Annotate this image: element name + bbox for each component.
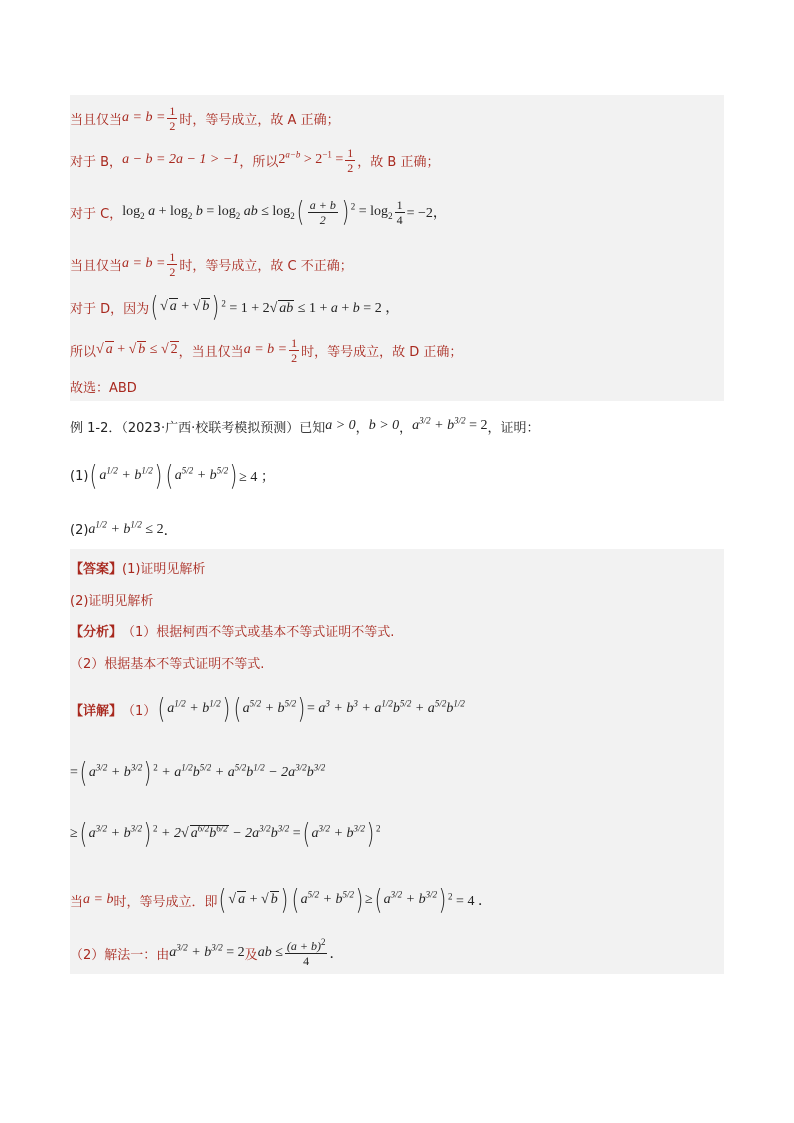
formula: $a^{3/2} + b^{3/2}$ [88, 762, 143, 780]
formula: a = b = [122, 256, 166, 271]
example-statement [70, 410, 724, 442]
formula: $^2$ + 2√ $a^{6/2}b^{6/2} - 2a^{3/2}b^{3/2}$ = [153, 823, 301, 841]
formula: $a^{3/2} + b^{3/2} = 2$ [169, 942, 245, 960]
fraction: $\frac{a + b}{2}$ [309, 197, 336, 227]
formula: √ a + √ b ≤ √ 2 [96, 342, 178, 357]
paren-close: ) [366, 817, 375, 850]
fraction: $\frac{1}{2}$ [291, 335, 298, 365]
formula: = $a^3 + b^3 + a^{1/2}b^{5/2} + a^{5/2}b^{1/2}$ [307, 698, 465, 716]
text: (2)证明见解析 [70, 593, 154, 609]
text: 时，等号成立．即 [113, 894, 218, 910]
paren-close: ) [143, 817, 152, 850]
formula: $a^{3/2} + b^{3/2}$ [88, 823, 143, 841]
text: 时，等号成立，故 C 不正确； [179, 258, 353, 274]
solution-line-3 [70, 188, 724, 236]
fraction: $\frac{1}{4}$ [396, 197, 403, 227]
text: 及 [244, 947, 258, 963]
formula: a = b = [122, 110, 166, 125]
formula: ab ≤ [257, 945, 283, 960]
paren-close: ) [143, 756, 152, 789]
text: 对于 C， [70, 206, 123, 222]
formula: $2^{a-b} > 2^{-1}$ = [278, 149, 344, 167]
paren-open: ( [233, 692, 241, 725]
text: (1)证明见解析 [122, 561, 206, 577]
paren-close: ) [438, 883, 447, 916]
paren-close: ) [229, 459, 238, 492]
paren-close: ) [222, 692, 231, 725]
paren-open: ( [219, 883, 227, 916]
text: （2）解法一：由 [70, 947, 170, 963]
formula: $a^{5/2} + b^{5/2}$ [174, 465, 229, 483]
paren-open: ( [291, 883, 299, 916]
answer-tag: 【答案】 [70, 561, 123, 577]
text: ，故 B 正确； [357, 154, 440, 170]
detail-line-4 [70, 878, 724, 922]
paren-close: ) [341, 195, 350, 228]
paren-close: ) [280, 883, 288, 916]
analysis-tag: 【分析】 [70, 624, 123, 640]
formula: a − b = 2a − 1 > −1 [122, 152, 240, 167]
text: 对于 B， [70, 154, 123, 170]
detail-line-2 [70, 752, 724, 794]
formula: b > 0 [368, 418, 400, 433]
formula: $a^{1/2} + b^{1/2}$ [99, 465, 153, 483]
formula: $a^{1/2} + b^{1/2}$ [167, 698, 221, 716]
text: （1） [122, 703, 157, 719]
answer-line-1 [70, 555, 724, 579]
solution-line-6 [70, 332, 724, 368]
text: 所以 [70, 344, 97, 360]
paren-open: ( [150, 290, 159, 323]
detail-line-5 [70, 934, 724, 972]
text: 时，等号成立，故 A 正确； [179, 112, 340, 128]
paren-open: ( [79, 756, 88, 789]
paren-close: ) [355, 883, 364, 916]
text: （1）根据柯西不等式或基本不等式证明不等式. [122, 624, 395, 640]
text: 时，等号成立，故 D 正确； [301, 344, 463, 360]
text: ， [355, 420, 369, 436]
period: ． [329, 947, 344, 962]
formula: $a^{3/2} + b^{3/2}$ [311, 823, 366, 841]
paren-open: ( [374, 883, 382, 916]
formula: $^2 = \log_2$ [350, 201, 393, 221]
text: ，当且仅当 [178, 344, 244, 360]
paren-close: ) [154, 459, 163, 492]
formula: $a^{5/2} + b^{5/2}$ [242, 698, 297, 716]
fraction: $\frac{1}{2}$ [169, 249, 176, 279]
fraction: $\frac{1}{2}$ [347, 145, 354, 175]
formula: a = b = [243, 342, 288, 357]
period: ． [163, 524, 178, 539]
paren-open: ( [157, 692, 166, 725]
formula: $^2 + a^{1/2}b^{5/2} + a^{5/2}b^{1/2} - 2a^{3/2}b^{3/2}$ [153, 762, 326, 780]
detail-line-3 [70, 812, 724, 856]
detail-tag: 【详解】 [70, 703, 123, 719]
solution-line-7 [70, 374, 724, 398]
analysis-line-2 [70, 650, 724, 674]
formula: ≥ [70, 826, 78, 841]
paren-open: ( [165, 459, 174, 492]
solution-line-5 [70, 290, 724, 324]
formula: a = b [83, 892, 114, 907]
example-part-2 [70, 515, 724, 545]
paren-open: ( [296, 195, 305, 228]
fraction: $\frac{(a + b)^2}{4}$ [286, 936, 326, 968]
text: 例 1-2．（2023·广西·校联考模拟预测）已知 [70, 420, 326, 436]
formula: ≥ 4 ； [239, 470, 275, 485]
formula: = −2， [406, 206, 447, 221]
formula: = [70, 765, 78, 780]
fraction: $\frac{1}{2}$ [169, 103, 176, 133]
paren-open: ( [90, 459, 98, 492]
formula: ≥ [365, 892, 373, 907]
text: ，证明： [487, 420, 540, 436]
solution-line-4 [70, 246, 724, 282]
formula: 2 [375, 823, 381, 834]
formula: √ a + √ b [160, 299, 210, 314]
part-tag: (2) [70, 522, 89, 538]
formula: $a^{3/2} + b^{3/2} = 2$ [412, 415, 488, 433]
solution-line-1 [70, 100, 724, 136]
detail-line-1 [70, 688, 724, 730]
text: ，所以 [239, 154, 279, 170]
example-part-1 [70, 455, 724, 497]
formula: $a^{5/2} + b^{5/2}$ [300, 889, 355, 907]
formula: $^2$ = 1 + 2√ ab ≤ 1 + a + b = 2 ， [221, 298, 400, 316]
part-tag: (1) [70, 468, 89, 484]
choice-answer: 故选：ABD [70, 380, 137, 396]
answer-line-2 [70, 587, 724, 611]
paren-close: ) [297, 692, 306, 725]
formula: √ a + √ b [228, 892, 278, 907]
formula: $\log_2 a + \log_2 b = \log_2$ ab ≤ $\log_2$ [122, 204, 295, 221]
text: 当 [70, 894, 84, 910]
analysis-line-1 [70, 618, 724, 642]
formula: $^2$ = 4 ． [448, 891, 492, 909]
paren-open: ( [302, 817, 310, 850]
paren-open: ( [79, 817, 87, 850]
paren-close: ) [212, 290, 220, 323]
text: （2）根据基本不等式证明不等式. [70, 656, 265, 672]
formula: a > 0 [325, 418, 356, 433]
text: 对于 D，因为 [70, 301, 150, 317]
solution-line-2 [70, 142, 724, 178]
text: ， [399, 420, 413, 436]
text: 当且仅当 [70, 258, 123, 274]
formula: $a^{1/2} + b^{1/2} \le 2$ [88, 519, 164, 537]
text: 当且仅当 [70, 112, 123, 128]
formula: $a^{3/2} + b^{3/2}$ [383, 889, 438, 907]
